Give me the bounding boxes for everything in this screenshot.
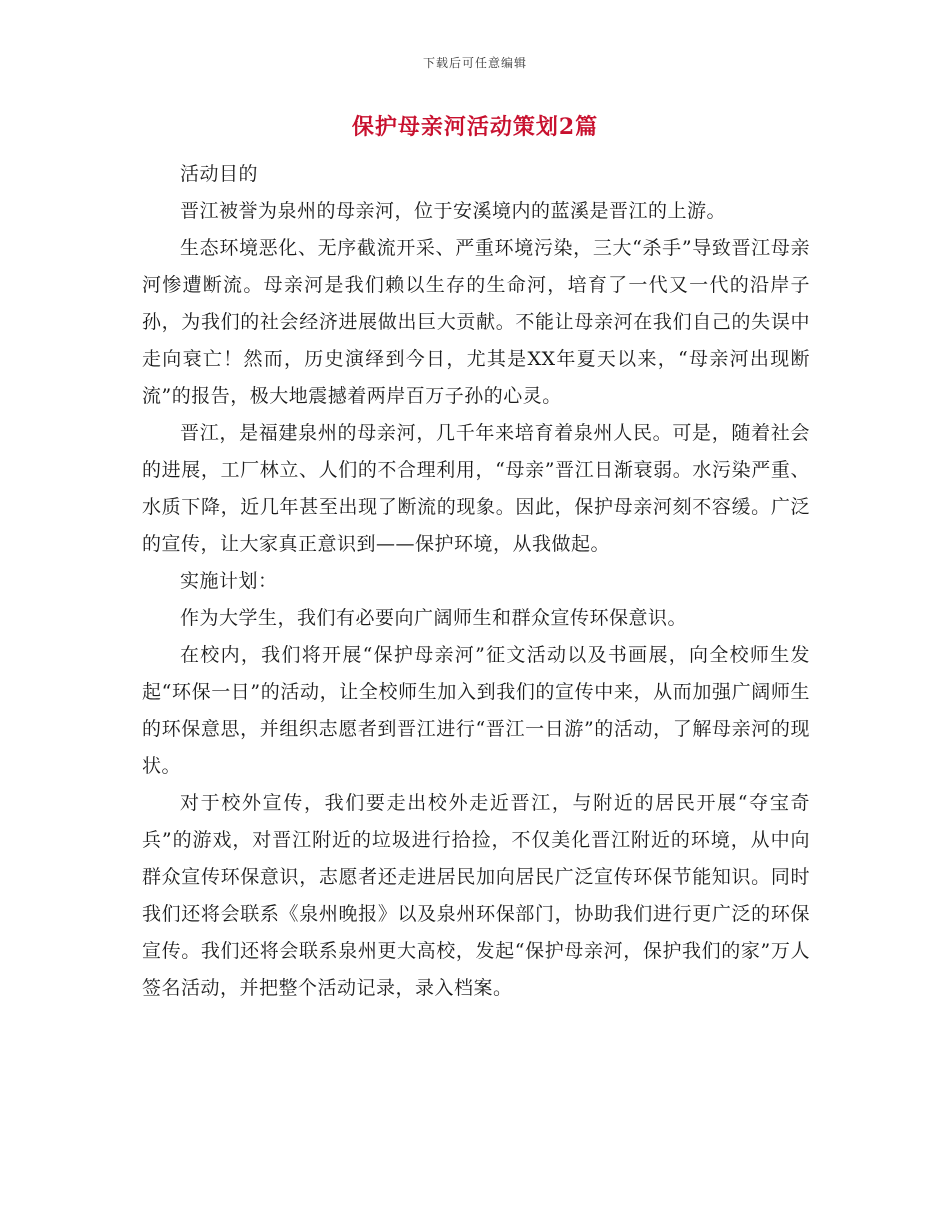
document-title: 保护母亲河活动策划2篇	[351, 114, 599, 140]
paragraph-offcampus: 对于校外宣传，我们要走出校外走近晋江，与附近的居民开展“夺宝奇兵”的游戏，对晋江附近的垃圾进行拾捡，不仅美化晋江附近的环境，从中向群众宣传环保意识，志愿者还走进居民加向居民广泛宣传环保节能知识。同时我们还将会联系《泉州晚报》以及泉州环保部门，协助我们进行更广泛的环保宣传。我们还将会联系泉州更大高校，发起“保护母亲河，保护我们的家”万人签名活动，并把整个活动记录，录入档案。	[142, 792, 810, 999]
paragraph-intro: 晋江被誉为泉州的母亲河，位于安溪境内的蓝溪是晋江的上游。	[180, 200, 727, 222]
document-body	[142, 156, 810, 1007]
paragraph-jinjiang: 晋江，是福建泉州的母亲河，几千年来培育着泉州人民。可是，随着社会的进展，工厂林立、人们的不合理利用，“母亲”晋江日渐衰弱。水污染严重、水质下降，近几年甚至出现了断流的现象。因此，保护母亲河刻不容缓。广泛的宣传，让大家真正意识到——保护环境，从我做起。	[142, 422, 810, 555]
section-heading-purpose: 活动目的	[180, 163, 259, 185]
paragraph-ecology: 生态环境恶化、无序截流开采、严重环境污染，三大“杀手”导致晋江母亲河惨遭断流。母亲河是我们赖以生存的生命河，培育了一代又一代的沿岸子孙，为我们的社会经济进展做出巨大贡献。不能让母亲河在我们自己的失误中走向衰亡！然而，历史演绎到今日，尤其是XX年夏天以来，“母亲河出现断流”的报告，极大地震撼着两岸百万子孙的心灵。	[142, 237, 810, 407]
paragraph-students: 作为大学生，我们有必要向广阔师生和群众宣传环保意识。	[180, 607, 688, 629]
paragraph-campus: 在校内，我们将开展“保护母亲河”征文活动以及书画展，向全校师生发起“环保一日”的活动，让全校师生加入到我们的宣传中来，从而加强广阔师生的环保意思，并组织志愿者到晋江进行“晋江一日游”的活动，了解母亲河的现状。	[142, 644, 810, 777]
section-heading-plan: 实施计划：	[180, 570, 278, 592]
header-note: 下载后可任意编辑	[422, 56, 527, 70]
